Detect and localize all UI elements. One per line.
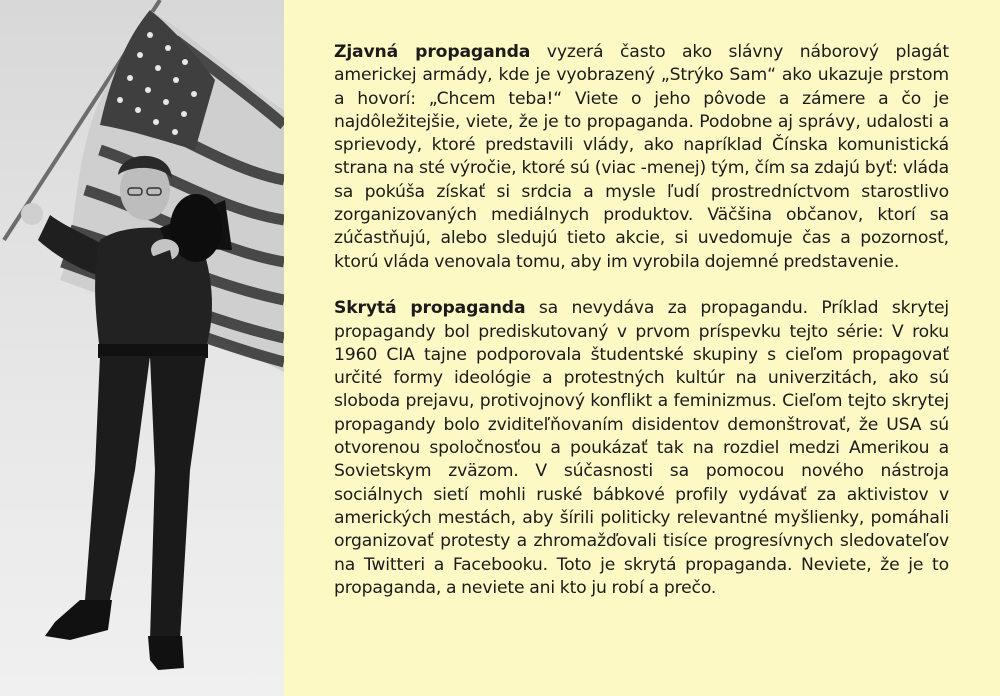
text-panel	[284, 0, 1000, 696]
term-covert-propaganda: Skrytá propaganda	[334, 298, 526, 319]
paragraph-overt-propaganda	[334, 41, 949, 274]
paragraph-covert-propaganda	[334, 297, 949, 600]
paragraph-body: vyzerá často ako slávny náborový plagát americkej armády, kde je vyobrazený „Strýko Sam“ ako ukazuje prstom a hovorí: „Chcem teba!“ Viete o jeho pôvode a zámere a čo je najdôležitejšie, viete, že je to propaganda. Podobne aj správy, udalosti a sprievody, ktoré predstavili vlády, ako napríklad Čínska komunistická strana na sté výročie, ktoré sú (viac -menej) tým, čím sa zdajú byť: vláda sa pokúša získať si srdcia a mysle ľudí prostredníctvom starostlivo zorganizovaných mediálnych produktov. Väčšina občanov, ktorí sa zúčastňujú, alebo sledujú tieto akcie, si uvedomuje čas a pozornosť, ktorú vláda venovala tomu, aby im vyrobila dojemné predstavenie.	[334, 42, 949, 272]
article-text	[334, 41, 949, 600]
propaganda-photo	[0, 0, 284, 696]
term-overt-propaganda: Zjavná propaganda	[334, 42, 531, 62]
paragraph-body: sa nevydáva za propagandu. Príklad skrytej propagandy bol prediskutovaný v prvom príspevku tejto série: V roku 1960 CIA tajne podporovala študentské skupiny s cieľom propagovať určité formy ideológie a protestných kultúr na univerzitách, ako sú sloboda prejavu, protivojnový konflikt a feminizmus. Cieľom tejto skrytej propagandy bolo zviditeľňovaním disidentov demonštrovať, že USA sú otvorenou spoločnosťou a poukázať tak na rozdiel medzi Amerikou a Sovietskym zväzom. V súčasnosti sa pomocou nového nástroja sociálnych sietí mohli ruské bábkové profily vydávať za aktivistov v amerických mestách, aby šírili politicky relevantné myšlienky, pomáhali organizovať protesty a zhromažďovali tisíce progresívnych sledovateľov na Twitteri a Facebooku. Toto je skrytá propaganda. Neviete, že je to propaganda, a neviete ani kto ju robí a prečo.	[334, 298, 950, 598]
